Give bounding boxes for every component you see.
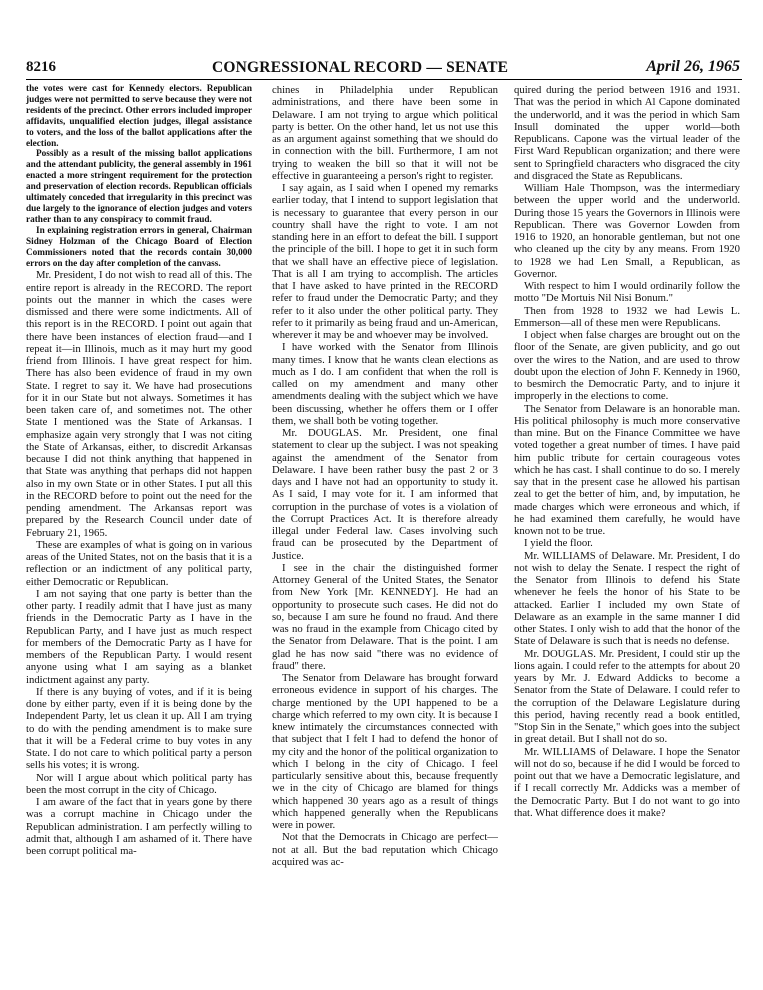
paragraph: Then from 1928 to 1932 we had Lewis L. Emmerson—all of these men were Republicans.: [514, 304, 740, 329]
paragraph: I am not saying that one party is better than the other party. I readily admit that I have just as many friends in the Democratic Party as I have in the Republican Party, and I have just as much respect for members of the Democratic Party as I have for members of the Republican Party. I would resent anyone using what I am saying as a blanket indictment against any party.: [26, 587, 252, 686]
page-header: [26, 59, 742, 80]
page-number: 8216: [26, 59, 56, 75]
text-column-1: [26, 84, 252, 857]
paragraph: William Hale Thompson, was the intermediary between the upper world and the underworld. During those 15 years the Governors in Illinois were Republican. There was Governor Lowden from 1916 to 1920, an honorable gentleman, but not one who cleaned up the city by any means. From 1920 to 1928 we had Len Small, a Republican, as Governor.: [514, 182, 740, 280]
text-column-2: [272, 84, 498, 868]
paragraph: Possibly as a result of the missing ballot applications and the attendant publicity, the general assembly in 1961 enacted a more stringent requirement for the protection and preservation of election records. Republican officials ultimately conceded that irregularity in this precinct was due largely to the ignorance of election judges and voters rather than to any conspiracy to commit fraud.: [26, 149, 252, 225]
paragraph: chines in Philadelphia under Republican administrations, and there have been some in Delaware. I am not trying to argue which political party is better. On the other hand, let us not use this as an argument against something that we should do in connection with the bill. Furthermore, I am not trying to weaken the bill so that it will not be effective in guaranteeing a person's right to register.: [272, 84, 498, 182]
paragraph: Not that the Democrats in Chicago are perfect—not at all. But the bad reputation which Chicago acquired was ac-: [272, 831, 498, 868]
paragraph: I say again, as I said when I opened my remarks earlier today, that I intend to support legislation that is necessary to guarantee that every person in our country shall have the right to vote. I am not standing here in an effort to defeat the bill. I support the principle of the bill. I hope to get it in such form that we shall have an effective piece of legislation. That is all I am trying to accomplish. The articles that I have asked to have printed in the RECORD refer to fraud under the Democratic Party; and they refer to it also under the other political party. They refer to it primarily as being fraud and un-American, wherever it may be and whoever may be involved.: [272, 182, 498, 341]
paragraph: I am aware of the fact that in years gone by there was a corrupt machine in Chicago under the Republican administration. I am perfectly willing to admit that, although I am ashamed of it. There have been corrupt political ma-: [26, 796, 252, 858]
paragraph: I see in the chair the distinguished former Attorney General of the United States, the Senator from New York [Mr. KENNEDY]. He had an opportunity to prosecute such cases. He did not do so, because I am sure he found no fraud. And there was no fraud in the example from Chicago cited by the Senator from Delaware. That is the point. I am glad he has now said "there was no evidence of fraud" there.: [272, 561, 498, 672]
paragraph: The Senator from Delaware has brought forward erroneous evidence in support of his charges. The charge mentioned by the UPI happened to be a charge which referred to my own city. It is because I knew intimately the circumstances connected with that subject that I felt I had to defend the honor of my city and the honor of the political organization to which I belong in the city of Chicago. I feel particularly sensitive about this, because frequently we in the city of Chicago are blamed for things which happened 30 years ago as a result of things which happened generally when the Republicans were in power.: [272, 672, 498, 831]
issue-date: April 26, 1965: [646, 58, 740, 75]
paragraph: I yield the floor.: [524, 537, 593, 550]
paragraph: In explaining registration errors in general, Chairman Sidney Holzman of the Chicago Board of Election Commissioners noted that the records contain 30,000 errors on the day after completion of the canvass.: [26, 225, 252, 269]
paragraph: These are examples of what is going on in various areas of the United States, not on the basis that it is a reflection or an indictment of any political party, either Democratic or Republican.: [26, 538, 252, 588]
journal-title: CONGRESSIONAL RECORD — SENATE: [212, 59, 509, 76]
paragraph: Nor will I argue about which political party has been the most corrupt in the city of Chicago.: [26, 771, 252, 796]
paragraph: Mr. President, I do not wish to read all of this. The entire report is already in the RECORD. The report points out the manner in which the cases were dismissed and there were some indictments. All of this report is in the RECORD. I point out again that there have been instances of election fraud—and I repeat it—in Illinois, much as it may hurt my good friend from Illinois. I have great respect for him. There has also been evidence of fraud in my own State. I regret to say it. We have had prosecutions for it in our State but not always. Sometimes it has been taken care of, and sometimes not. The other State I mentioned was the State of Arkansas. I emphasize again very strongly that I was not citing the State of Arkansas, either, to discredit Arkansas because I did not think anything that happened in that State was anything that perhaps did not happen also in my own State or in other States. I put all this in the RECORD before to point out the need for the pending amendment. The Arkansas report was prepared by the Research Council under date of February 21, 1965.: [26, 269, 252, 539]
paragraph: With respect to him I would ordinarily follow the motto "De Mortuis Nil Nisi Bonum.": [514, 280, 740, 305]
paragraph: The Senator from Delaware is an honorable man. His political philosophy is much more conservative than mine. But on the Finance Committee we have voted together a great number of times. I have paid him public tribute for certain courageous votes which he has cast. I shall continue to do so. I merely say that in the present case he allowed his partisan zeal to get the better of him, and, by imputation, he made charges which were erroneous and which, if he had examined them carefully, he would have known not to be true.: [514, 402, 740, 537]
paragraph: Mr. DOUGLAS. Mr. President, one final statement to clear up the subject. I was not speaking against the amendment of the Senator from Delaware. I have been rather busy the past 2 or 3 days and I have not had an opportunity to study it. As I said, I may vote for it. I am informed that corruption in the purchase of votes is a violation of the Corrupt Practices Act. It is therefore already illegal under Federal law. Cases involving such fraud can be prosecuted by the Department of Justice.: [272, 427, 498, 562]
paragraph: Mr. WILLIAMS of Delaware. I hope the Senator will not do so, because if he did I would be forced to point out that we have a Democratic legislature, and if I recall correctly Mr. Addicks was a member of the Democratic Party. But I do not want to go into that. What difference does it make?: [514, 745, 740, 819]
paragraph: Mr. DOUGLAS. Mr. President, I could stir up the lions again. I could refer to the attempts for about 20 years by Mr. J. Edward Addicks to become a Senator from the State of Delaware. I could refer to the corruption of the Delaware Legislature during this period, having recently read a book entitled, "Stop Sin in the Senate," which goes into the subject in great detail. But I shall not do so.: [514, 647, 740, 746]
paragraph: quired during the period between 1916 and 1931. That was the period in which Al Capone dominated the underworld, and it was the period in which Sam Insull dominated the upper world—both Republicans. Capone was the virtual leader of the First Ward Republican organization; and there were sent to Springfield characters who disgraced the city and disgraced the State as Republicans.: [514, 84, 740, 182]
paragraph: I have worked with the Senator from Illinois many times. I know that he wants clean elections as much as I do. I am confident that when the roll is called on my amendment and many other amendments dealing with the subject which we have been discussing, whether he offers them or I offer them, we shall both be voting together.: [272, 341, 498, 427]
text-column-3: [514, 84, 740, 819]
paragraph: If there is any buying of votes, and if it is being done by either party, even if it is being done by the Independent Party, let us clean it up. All I am trying to do with the pending amendment is to make sure that it will be a Federal crime to buy votes in any State. I do not care to which political party a person sells his votes; it is wrong.: [26, 685, 252, 772]
paragraph: Mr. WILLIAMS of Delaware. Mr. President, I do not wish to delay the Senate. I respect the right of the Senator from Illinois to defend his State whenever he feels the honor of his State to be attacked. Earlier I included my own State of Delaware as an example in the same manner I did other States. I only wish to add that the honor of the State of Delaware is such that is needs no defense.: [514, 549, 740, 648]
paragraph: the votes were cast for Kennedy electors. Republican judges were not permitted to serve because they were not residents of the precinct. Other errors included improper affidavits, unqualified election judges, illegal assistance to voters, and the loss of the ballot applications after the election.: [26, 84, 252, 149]
paragraph: I object when false charges are brought out on the floor of the Senate, are given publicity, and go out over the wires to the Nation, and are used to throw doubt upon the election of John F. Kennedy in 1960, to besmirch the Democratic Party, and to injure it improperly in the elections to come.: [514, 329, 740, 403]
